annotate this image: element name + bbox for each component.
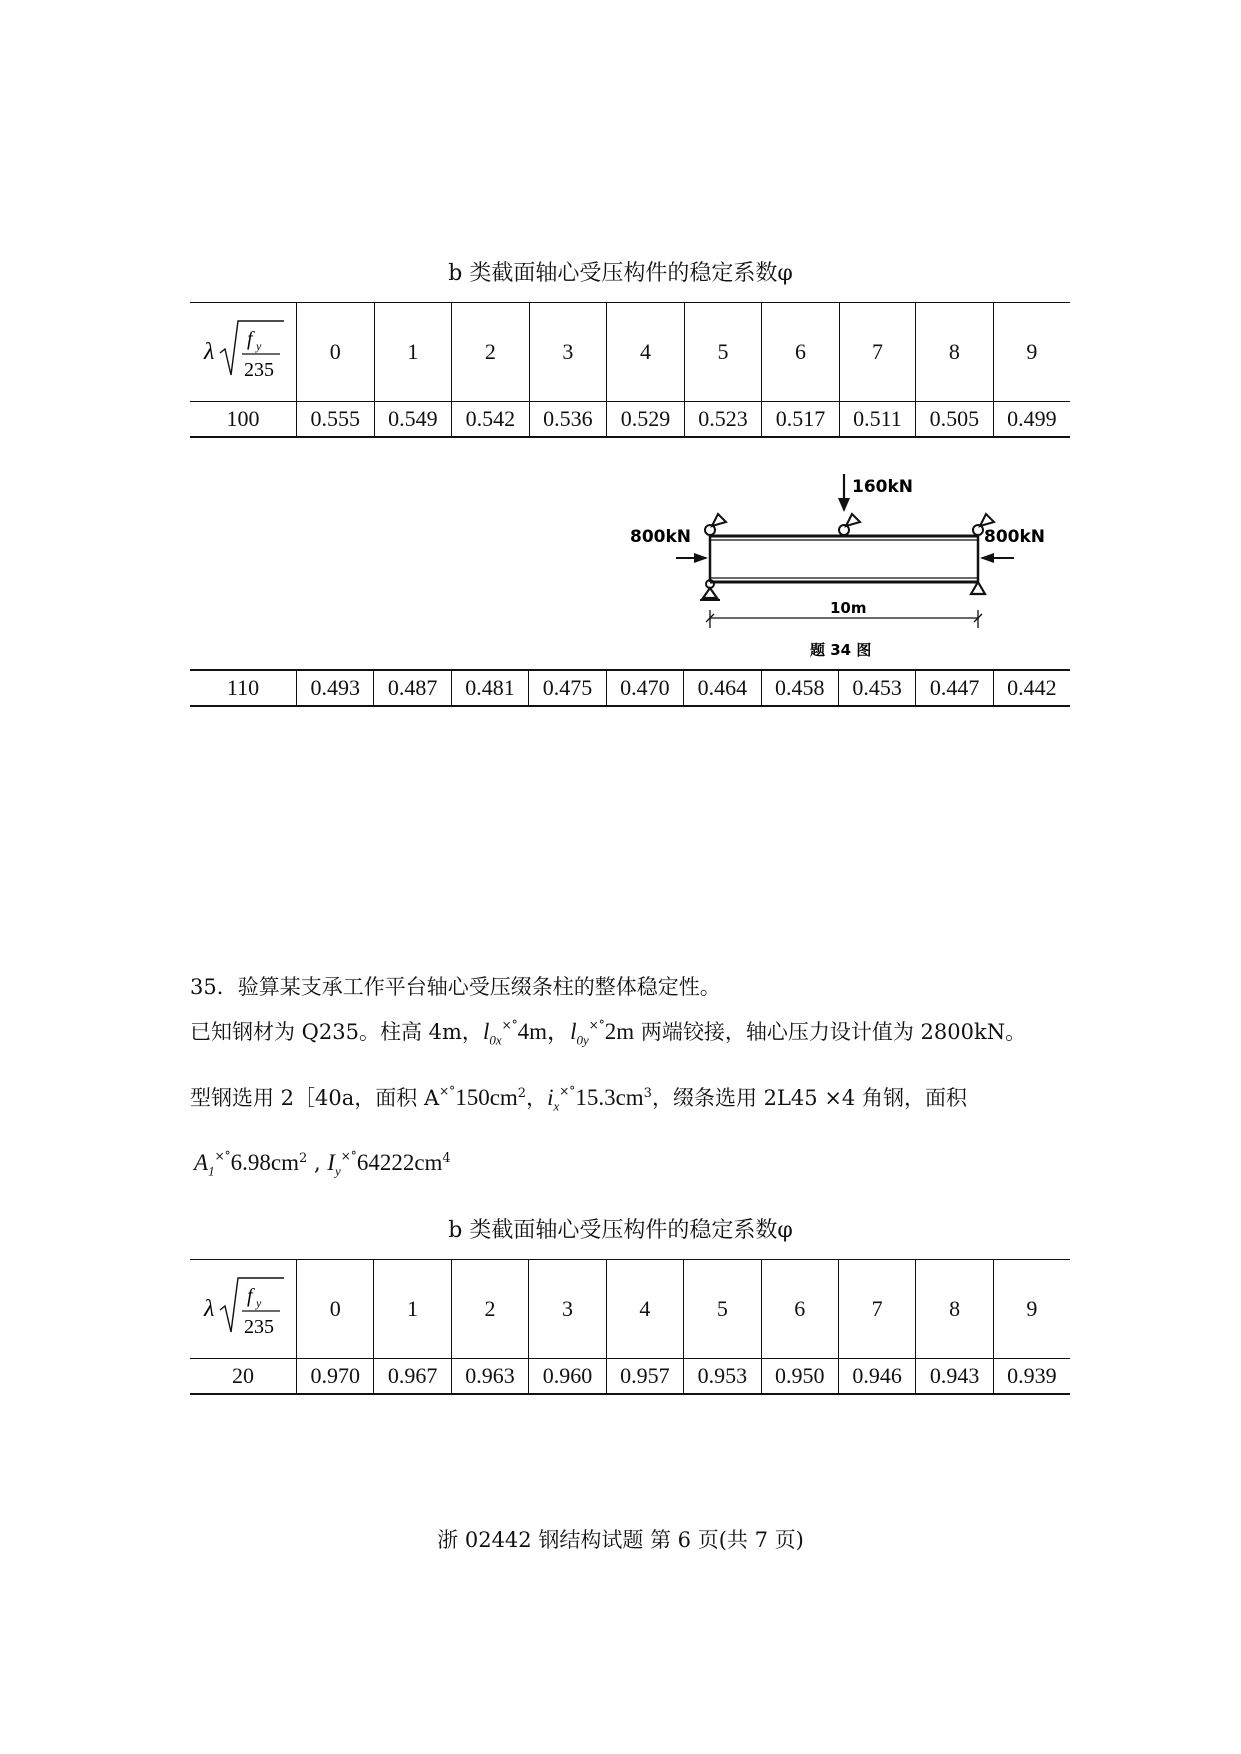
column-header: 4 bbox=[606, 1260, 683, 1359]
table-header-row bbox=[190, 1260, 1070, 1359]
axial-load-right-label: 800kN bbox=[984, 527, 1046, 547]
question-35-line-1: 已知钢材为 Q235。柱高 4m，$l_{0x}^{\times^\circ}4m$，$l_{0y}^{\times^\circ}2m$ 两端铰接，轴心压力设计值为 2800kN。 bbox=[190, 1018, 1027, 1048]
svg-text:y: y bbox=[256, 1296, 262, 1310]
coefficient-cell: 0.943 bbox=[916, 1359, 993, 1395]
svg-text:y: y bbox=[256, 339, 262, 353]
coefficient-cell: 0.464 bbox=[684, 670, 761, 706]
denominator-235: 235 bbox=[244, 1316, 274, 1338]
point-load-arrow bbox=[838, 474, 850, 512]
column-header: 1 bbox=[374, 1260, 451, 1359]
column-header: 0 bbox=[297, 1260, 374, 1359]
coefficient-cell: 0.953 bbox=[684, 1359, 761, 1395]
coefficient-cell: 0.939 bbox=[993, 1359, 1070, 1395]
coefficient-cell: 0.536 bbox=[529, 402, 607, 438]
column-header: 2 bbox=[452, 303, 530, 402]
column-header: 4 bbox=[607, 303, 685, 402]
fy-numerator: f bbox=[247, 1285, 253, 1307]
coefficient-cell: 0.442 bbox=[993, 670, 1070, 706]
coefficient-cell: 0.493 bbox=[297, 670, 374, 706]
coefficient-cell: 0.470 bbox=[606, 670, 683, 706]
column-header: 9 bbox=[993, 1260, 1070, 1359]
lateral-support-mid bbox=[839, 514, 860, 535]
axial-load-left-arrow bbox=[676, 553, 708, 563]
coefficient-cell: 0.555 bbox=[297, 402, 375, 438]
coefficient-cell: 0.542 bbox=[452, 402, 530, 438]
roller-support-right bbox=[971, 582, 985, 594]
column-header: 5 bbox=[684, 303, 762, 402]
coefficient-cell: 0.487 bbox=[374, 670, 451, 706]
point-load-label: 160kN bbox=[852, 477, 914, 497]
column-header: 6 bbox=[761, 1260, 838, 1359]
coefficient-cell: 0.960 bbox=[529, 1359, 606, 1395]
coefficient-cell: 0.957 bbox=[606, 1359, 683, 1395]
column-header: 8 bbox=[916, 303, 994, 402]
fy-numerator: f bbox=[247, 328, 253, 350]
table-caption-2: b 类截面轴心受压构件的稳定系数φ bbox=[448, 1218, 793, 1243]
row-label: 20 bbox=[232, 1363, 254, 1388]
page-footer: 浙 02442 钢结构试题 第 6 页(共 7 页) bbox=[437, 1528, 804, 1552]
coefficient-cell: 0.458 bbox=[761, 670, 838, 706]
column-header: 3 bbox=[529, 303, 607, 402]
figure-caption: 题 34 图 bbox=[810, 641, 872, 659]
axial-load-right-arrow bbox=[980, 553, 1014, 563]
coefficient-cell: 0.970 bbox=[297, 1359, 374, 1395]
coefficient-cell: 0.950 bbox=[761, 1359, 838, 1395]
coefficient-cell: 0.511 bbox=[839, 402, 915, 438]
column-header: 5 bbox=[684, 1260, 761, 1359]
stability-coefficient-table-2 bbox=[190, 1259, 1070, 1395]
column-header: 7 bbox=[838, 1260, 915, 1359]
column-header: 8 bbox=[916, 1260, 993, 1359]
lambda-sqrt-formula bbox=[198, 309, 288, 389]
question-35-title: 35．验算某支承工作平台轴心受压缀条柱的整体稳定性。 bbox=[190, 975, 721, 999]
denominator-235: 235 bbox=[244, 359, 274, 381]
column-header: 0 bbox=[297, 303, 375, 402]
question-35-line-2: 型钢选用 2［40a，面积 $A^{\times^\circ}150cm^2$，$i_x^{\times^\circ}15.3cm^3$，缀条选用 2L45 ×4 角钢，面积 bbox=[190, 1084, 967, 1114]
column-header: 2 bbox=[451, 1260, 528, 1359]
coefficient-cell: 0.946 bbox=[838, 1359, 915, 1395]
axial-load-left-label: 800kN bbox=[630, 527, 692, 547]
table-row bbox=[190, 402, 1070, 438]
column-header: 9 bbox=[993, 303, 1070, 402]
lambda-header-cell bbox=[190, 1260, 297, 1359]
column-header: 7 bbox=[839, 303, 915, 402]
lateral-support-left bbox=[705, 514, 726, 535]
beam-column-figure bbox=[630, 470, 1060, 670]
table-caption: b 类截面轴心受压构件的稳定系数φ bbox=[448, 261, 793, 286]
coefficient-cell: 0.505 bbox=[916, 402, 994, 438]
table-row bbox=[190, 670, 1070, 706]
row-label: 110 bbox=[226, 675, 260, 700]
coefficient-cell: 0.963 bbox=[451, 1359, 528, 1395]
table-row bbox=[190, 1359, 1070, 1395]
coefficient-cell: 0.447 bbox=[916, 670, 993, 706]
question-35-line-3: $A_1^{\times^\circ}6.98cm^2$ , $I_y^{\times^\circ}64222cm^4$ bbox=[194, 1149, 451, 1179]
row-label: 100 bbox=[226, 406, 260, 431]
column-header: 1 bbox=[374, 303, 452, 402]
coefficient-cell: 0.549 bbox=[374, 402, 452, 438]
coefficient-cell: 0.529 bbox=[607, 402, 685, 438]
lambda-symbol: λ bbox=[204, 1296, 215, 1322]
table-header-row bbox=[190, 303, 1070, 402]
coefficient-cell: 0.523 bbox=[684, 402, 762, 438]
lambda-sqrt-formula bbox=[198, 1266, 288, 1346]
coefficient-cell: 0.475 bbox=[529, 670, 606, 706]
span-label: 10m bbox=[830, 599, 867, 617]
stability-coefficient-table-continued bbox=[190, 669, 1070, 707]
column-header: 3 bbox=[529, 1260, 606, 1359]
coefficient-cell: 0.499 bbox=[993, 402, 1070, 438]
column-header: 6 bbox=[762, 303, 840, 402]
coefficient-cell: 0.967 bbox=[374, 1359, 451, 1395]
coefficient-cell: 0.481 bbox=[451, 670, 528, 706]
stability-coefficient-table bbox=[190, 302, 1070, 438]
coefficient-cell: 0.453 bbox=[838, 670, 915, 706]
lambda-header-cell bbox=[190, 303, 297, 402]
coefficient-cell: 0.517 bbox=[762, 402, 840, 438]
lambda-symbol: λ bbox=[204, 339, 215, 365]
